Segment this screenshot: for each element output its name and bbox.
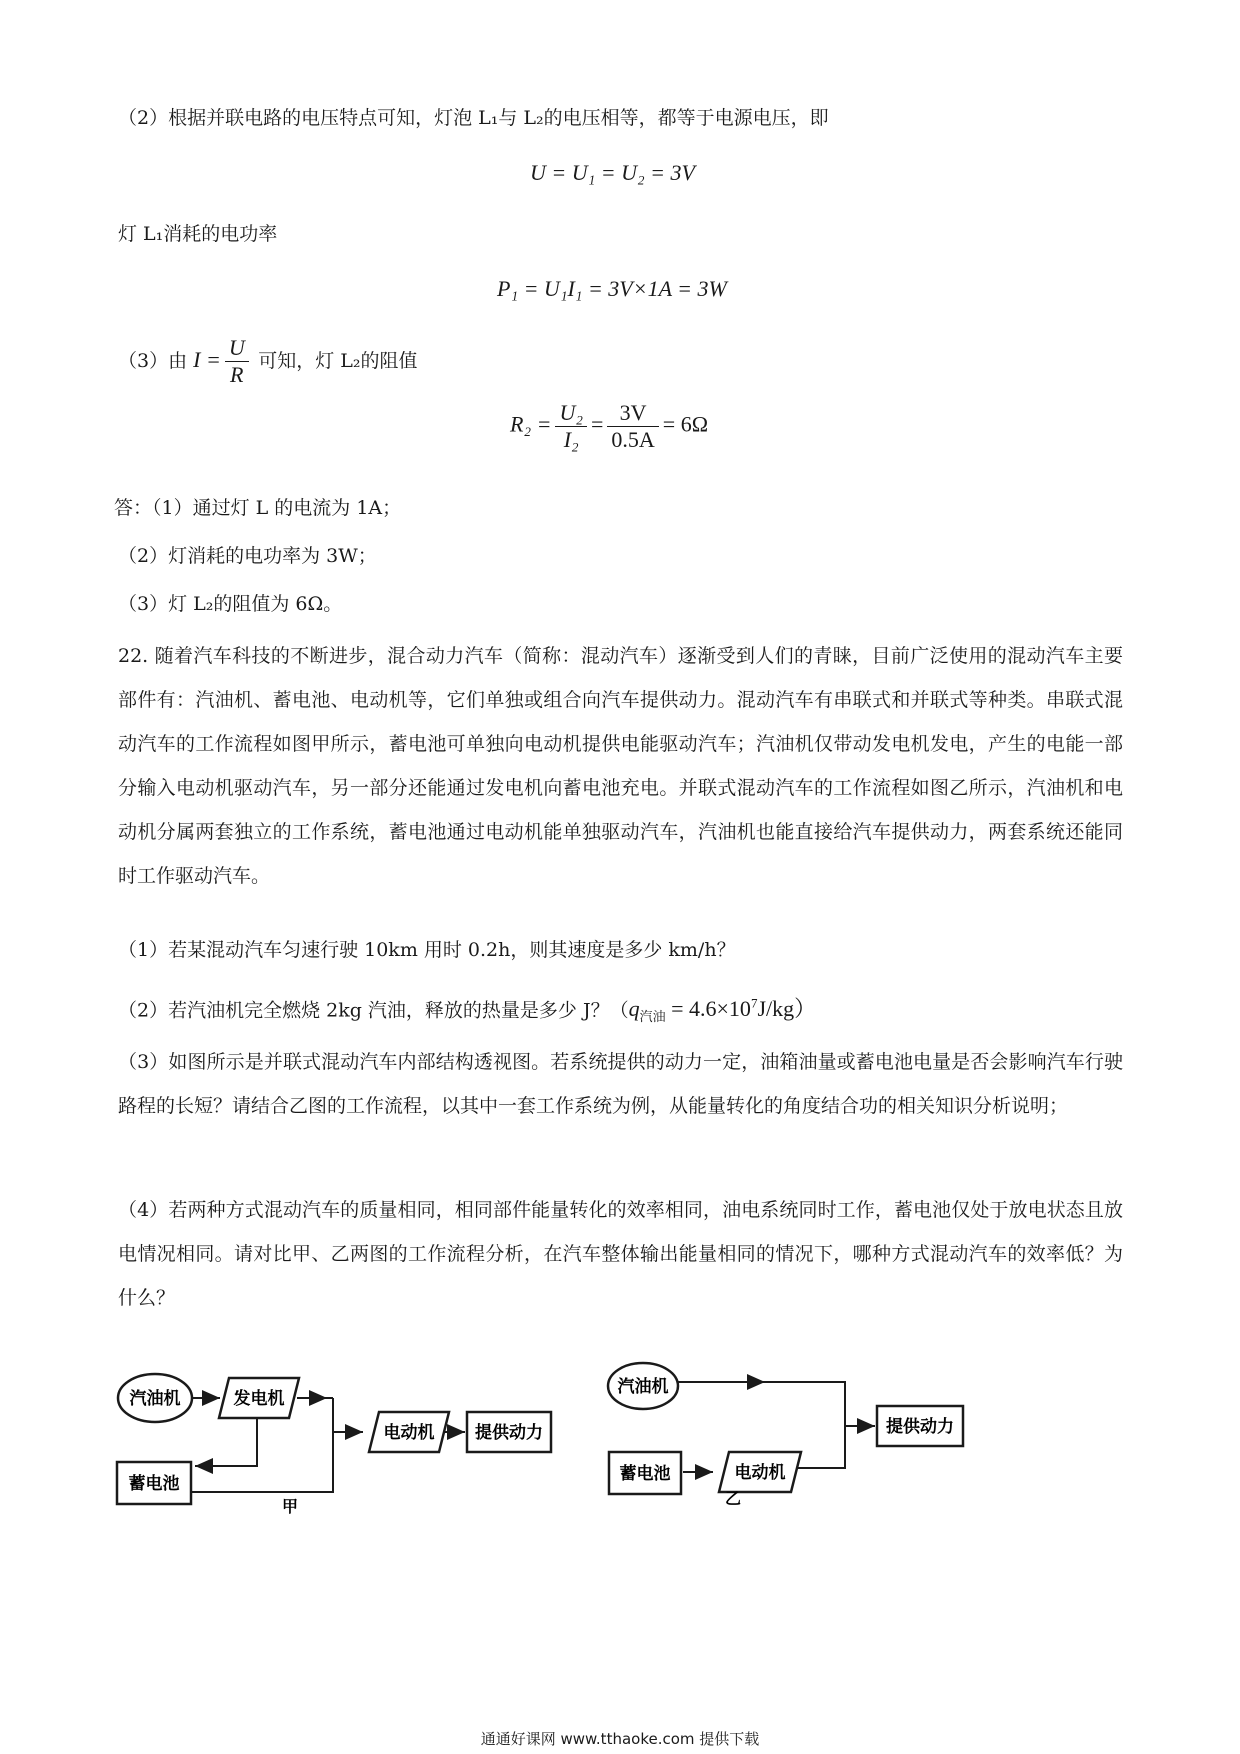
resistance-frac1 — [555, 400, 587, 453]
jia-generator-label: 发电机 — [233, 1389, 285, 1409]
equation-resistance: R₂ = $\frac{\text{U₂}}{\text{I₂}}$ = $\frac{3V}{0.5A}$ = 6Ω — [510, 400, 709, 452]
equation-voltage-text: U = U₁ = U₂ = 3V — [530, 160, 695, 185]
yi-caption: 乙 — [724, 1489, 742, 1506]
resistance-frac2-den: 0.5A — [611, 427, 655, 452]
ohm-law-lhs: I = — [193, 347, 221, 372]
question-22-part1: （1）若某混动汽车匀速行驶 10km 用时 0.2h，则其速度是多少 km/h？ — [118, 939, 736, 961]
jia-arrow-generator-battery — [195, 1418, 257, 1466]
question-22-part4: （4）若两种方式混动汽车的质量相同，相同部件能量转化的效率相同，油电系统同时工作，蓄电池仅处于放电状态且放电情况相同。请对比甲、乙两图的工作流程分析，在汽车整体输出能量相同的情况下，哪种方式混动汽车的效率低？为什么？ — [118, 1199, 1123, 1309]
q2-subscript: 汽油 — [639, 1010, 666, 1026]
q2-formula — [628, 996, 817, 1026]
jia-battery-label: 蓄电池 — [128, 1474, 180, 1494]
answer-3: （3）灯 L₂的阻值为 6Ω。 — [118, 593, 343, 615]
equation-power-text: P₁ = U₁I₁ = 3V×1A = 3W — [497, 276, 727, 301]
part2-intro: （2）根据并联电路的电压特点可知，灯泡 L₁与 L₂的电压相等，都等于电源电压，即 — [118, 107, 829, 129]
yi-power-output-label: 提供动力 — [886, 1417, 954, 1437]
diagram-series-hybrid — [115, 1352, 555, 1514]
resistance-frac2-num: 3V — [607, 400, 658, 427]
q2-exponent: 7 — [750, 996, 758, 1011]
yi-battery-label: 蓄电池 — [619, 1464, 671, 1484]
jia-caption: 甲 — [281, 1497, 299, 1514]
yi-power-output-node — [877, 1406, 963, 1446]
part3-line — [118, 330, 417, 391]
yi-gasoline-engine-node — [608, 1363, 678, 1409]
jia-power-output-label: 提供动力 — [475, 1423, 543, 1443]
ohm-law-denominator: R — [230, 362, 244, 388]
jia-motor-label: 电动机 — [383, 1423, 435, 1443]
jia-motor-node — [369, 1412, 449, 1452]
resistance-frac1-num: U₂ — [555, 400, 587, 427]
answer-2: （2）灯消耗的电功率为 3W； — [118, 545, 377, 567]
resistance-lhs: R₂ = — [510, 411, 552, 437]
equation-power — [497, 276, 727, 302]
ohm-law-numerator: U — [225, 335, 249, 362]
yi-motor-node — [719, 1452, 801, 1492]
q2-unit: J/kg） — [757, 996, 817, 1022]
footer-source: 通通好课网 www.tthaoke.com 提供下载 — [480, 1730, 760, 1748]
jia-battery-node — [117, 1462, 191, 1504]
yi-motor-label: 电动机 — [734, 1463, 786, 1483]
jia-gasoline-engine-node — [118, 1374, 192, 1422]
equation-voltage — [530, 160, 695, 186]
q2-symbol: q — [628, 996, 640, 1022]
jia-generator-node — [219, 1378, 299, 1418]
yi-line-motor — [797, 1426, 845, 1468]
question-22-paragraph: 22. 随着汽车科技的不断进步，混合动力汽车（简称：混动汽车）逐渐受到人们的青睐，目前广泛使用的混动汽车主要部件有：汽油机、蓄电池、电动机等，它们单独或组合向汽车提供动力。混动汽车有串联式和并联式等种类。串联式混动汽车的工作流程如图甲所示，蓄电池可单独向电动机提供电能驱动汽车；汽油机仅带动发电机发电，产生的电能一部分输入电动机驱动汽车，另一部分还能通过发电机向蓄电池充电。并联式混动汽车的工作流程如图乙所示，汽油机和电动机分属两套独立的工作系统，蓄电池通过电动机能单独驱动汽车，汽油机也能直接给汽车提供动力，两套系统还能同时工作驱动汽车。 — [118, 645, 1123, 887]
jia-gasoline-engine-label: 汽油机 — [129, 1389, 181, 1409]
question-22-part2 — [118, 992, 816, 1030]
yi-battery-node — [609, 1452, 681, 1494]
resistance-frac2 — [607, 400, 658, 453]
q2-value: = 4.6×10 — [665, 996, 751, 1022]
power-label: 灯 L₁消耗的电功率 — [118, 223, 278, 245]
yi-line-engine — [678, 1382, 845, 1428]
ohm-law-fraction — [225, 335, 249, 388]
diagram-parallel-hybrid — [605, 1356, 985, 1506]
answer-1: 答：（1）通过灯 L 的电流为 1A； — [114, 497, 402, 519]
question-22-part3: （3）如图所示是并联式混动汽车内部结构透视图。若系统提供的动力一定，油箱油量或蓄电池电量是否会影响汽车行驶路程的长短？请结合乙图的工作流程，以其中一套工作系统为例，从能量转化的角度结合功的相关知识分析说明； — [118, 1051, 1123, 1117]
resistance-frac1-den: I₂ — [563, 427, 579, 452]
part3-prefix: （3）由 — [118, 350, 188, 372]
part3-suffix: 可知，灯 L₂的阻值 — [258, 350, 418, 372]
jia-power-output-node — [467, 1412, 551, 1452]
q2-text: （2）若汽油机完全燃烧 2kg 汽油，释放的热量是多少 J？（ — [118, 999, 629, 1022]
yi-gasoline-engine-label: 汽油机 — [617, 1377, 669, 1397]
jia-line-battery-bus — [191, 1398, 333, 1492]
ohm-law-formula — [193, 335, 258, 388]
resistance-rhs: = 6Ω — [662, 411, 709, 437]
